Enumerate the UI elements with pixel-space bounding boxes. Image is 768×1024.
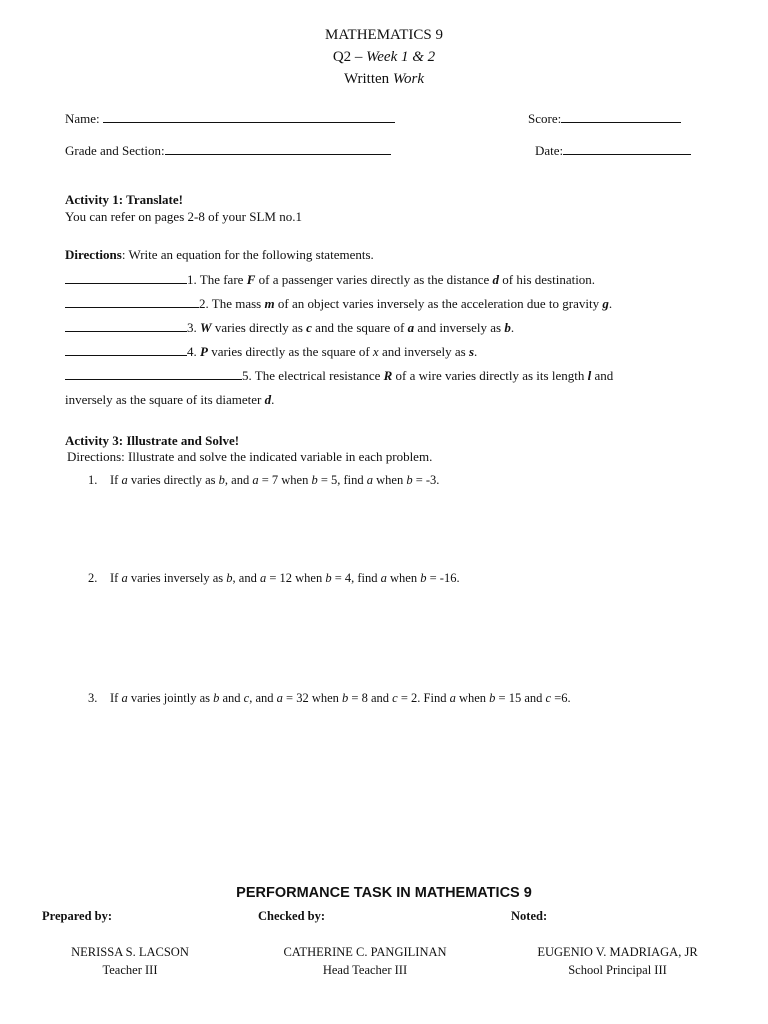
activity1-directions <box>65 246 374 263</box>
problem-text: when <box>373 473 407 487</box>
statement-text: . <box>474 344 478 359</box>
problem-text: = 12 when <box>266 571 326 585</box>
statement-text: of a passenger varies directly as the distance <box>255 272 493 287</box>
statement-5-continued <box>65 391 274 408</box>
statement-text: . <box>510 320 515 335</box>
answer-blank-5[interactable] <box>65 367 242 380</box>
variable: b <box>213 691 220 705</box>
subtitle-work: Work <box>392 71 425 87</box>
signatory-role: Teacher III <box>102 963 158 977</box>
problem-text: = 8 and <box>348 691 393 705</box>
prepared-by-label: Prepared by: <box>42 909 113 923</box>
statement-text: 4. <box>187 344 200 359</box>
problem-text: = 4, find <box>331 571 381 585</box>
variable: P <box>200 344 208 359</box>
variable: a <box>449 691 456 705</box>
answer-blank-2[interactable] <box>65 295 199 308</box>
problem-text: If <box>110 473 122 487</box>
statement-text: of an object varies inversely as the acceleration due to gravity <box>274 296 603 311</box>
activity3-title: Activity 3: Illustrate and Solve! <box>65 433 240 448</box>
statement-text: . <box>608 296 613 311</box>
variable: c <box>306 320 312 335</box>
variable: c <box>243 691 250 705</box>
problem-text: = -16. <box>426 571 460 585</box>
variable: c <box>392 691 398 705</box>
statement-text: and inversely as <box>414 320 505 335</box>
worksheet-subtitle <box>0 70 768 89</box>
statement-4 <box>65 343 477 360</box>
statement-text: varies directly as <box>211 320 307 335</box>
score-field[interactable] <box>528 110 681 127</box>
name-label: Name: <box>65 111 100 126</box>
variable: a <box>259 571 267 585</box>
statement-text: 3. <box>187 320 200 335</box>
date-label: Date: <box>535 143 564 158</box>
variable: b <box>311 473 318 487</box>
problem-number: 1. <box>88 473 98 487</box>
signatory-noted <box>515 943 720 979</box>
statement-2 <box>65 295 612 312</box>
problem-text: =6. <box>551 691 571 705</box>
signatory-name: EUGENIO V. MADRIAGA, JR <box>537 945 698 959</box>
problem-2 <box>88 570 460 586</box>
answer-blank-4[interactable] <box>65 343 187 356</box>
week-label: Week 1 & 2 <box>366 49 436 65</box>
statement-5 <box>65 367 613 384</box>
variable: a <box>121 691 128 705</box>
signatory-name: NERISSA S. LACSON <box>71 945 189 959</box>
checked-by-label: Checked by: <box>258 909 326 923</box>
variable: m <box>264 296 275 311</box>
statement-text: 1. The fare <box>187 272 247 287</box>
signatory-checked <box>255 943 475 979</box>
name-field[interactable] <box>65 110 395 127</box>
problem-text: , and <box>249 691 277 705</box>
statement-text: of a wire varies directly as its length <box>392 368 588 383</box>
signatory-role: Head Teacher III <box>322 963 408 977</box>
score-blank[interactable] <box>561 110 681 123</box>
answer-blank-1[interactable] <box>65 271 187 284</box>
grade-section-label: Grade and Section: <box>65 143 165 158</box>
answer-blank-3[interactable] <box>65 319 187 332</box>
subtitle-written: Written <box>343 71 393 87</box>
variable: a <box>276 691 283 705</box>
problem-text: = 15 and <box>495 691 546 705</box>
statement-text: . <box>271 392 275 407</box>
variable: b <box>325 571 332 585</box>
statement-text: varies directly as the square of <box>207 344 373 359</box>
directions-label: Directions <box>65 247 122 262</box>
variable: c <box>545 691 552 705</box>
signatory-role: School Principal III <box>568 963 667 977</box>
score-label: Score: <box>528 111 562 126</box>
problem-text: = 7 when <box>258 473 312 487</box>
statement-text: 5. The electrical resistance <box>242 368 384 383</box>
variable: x <box>372 344 379 359</box>
problem-number: 2. <box>88 571 98 585</box>
problem-text: , and <box>224 473 253 487</box>
problem-text: = -3. <box>412 473 440 487</box>
grade-section-field[interactable] <box>65 142 391 159</box>
variable: s <box>468 344 475 359</box>
problem-text: = 32 when <box>282 691 343 705</box>
problem-text: when <box>386 571 421 585</box>
problem-3 <box>88 690 571 706</box>
problem-text: = 5, find <box>317 473 367 487</box>
statement-text: of his destination. <box>499 272 596 287</box>
problem-text: varies directly as <box>127 473 219 487</box>
variable: b <box>218 473 225 487</box>
statement-3 <box>65 319 514 336</box>
problem-text: and <box>219 691 244 705</box>
variable: d <box>264 392 272 407</box>
quarter-prefix: Q2 – <box>332 49 367 65</box>
variable: W <box>200 320 212 335</box>
activity1-reference: You can refer on pages 2-8 of your SLM no.1 <box>65 209 302 224</box>
problem-text: varies inversely as <box>127 571 227 585</box>
statement-text: and the square of <box>311 320 408 335</box>
variable: a <box>380 571 387 585</box>
statement-text: 2. The mass <box>199 296 265 311</box>
activity1-title: Activity 1: Translate! <box>65 192 183 207</box>
variable: b <box>226 571 233 585</box>
variable: l <box>587 368 592 383</box>
variable: a <box>407 320 415 335</box>
variable: b <box>489 691 496 705</box>
noted-label: Noted: <box>511 909 548 923</box>
directions-text: : Write an equation for the following statements. <box>121 247 374 262</box>
variable: a <box>121 473 128 487</box>
problem-text: If <box>110 691 122 705</box>
worksheet-title: MATHEMATICS 9 <box>325 27 443 43</box>
signatory-name: CATHERINE C. PANGILINAN <box>283 945 447 959</box>
problem-text: = 2. Find <box>397 691 450 705</box>
problem-text: If <box>110 571 122 585</box>
worksheet-quarter <box>0 48 768 67</box>
problem-text: , and <box>232 571 260 585</box>
variable: b <box>406 473 413 487</box>
performance-task-title: PERFORMANCE TASK IN MATHEMATICS 9 <box>236 885 532 901</box>
statement-text: inversely as the square of its diameter <box>65 392 265 407</box>
variable: a <box>366 473 374 487</box>
grade-section-blank[interactable] <box>165 142 391 155</box>
date-field[interactable] <box>535 142 691 159</box>
statement-text: and inversely as <box>378 344 469 359</box>
problem-text: varies jointly as <box>127 691 214 705</box>
variable: F <box>246 272 256 287</box>
variable: b <box>504 320 511 335</box>
variable: b <box>342 691 349 705</box>
activity3-directions: Directions: Illustrate and solve the indicated variable in each problem. <box>67 449 433 464</box>
variable: b <box>420 571 427 585</box>
date-blank[interactable] <box>563 142 691 155</box>
problem-1 <box>88 472 439 488</box>
statement-text: and <box>591 368 614 383</box>
variable: a <box>121 571 128 585</box>
variable: a <box>252 473 259 487</box>
problem-text: when <box>455 691 490 705</box>
signatory-prepared <box>40 943 220 979</box>
variable: R <box>383 368 393 383</box>
name-blank[interactable] <box>103 110 395 123</box>
problem-number: 3. <box>88 691 98 705</box>
variable: d <box>492 272 500 287</box>
variable: g <box>602 296 609 311</box>
statement-1 <box>65 271 595 288</box>
